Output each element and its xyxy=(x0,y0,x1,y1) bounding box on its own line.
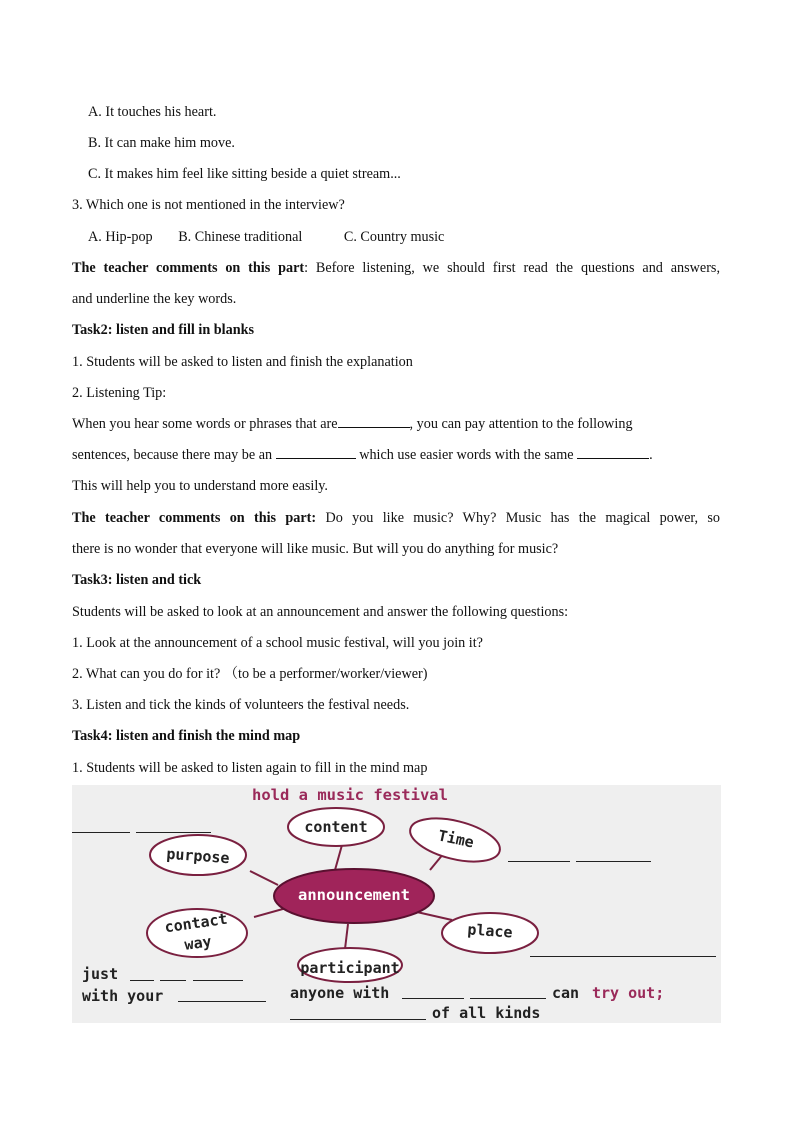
task3-item2: 2. What can you do for it? （to be a performer/worker/viewer) xyxy=(72,666,428,682)
comment1-line2: and underline the key words. xyxy=(72,291,237,307)
can-label: can xyxy=(552,984,580,1002)
participant-node: participant xyxy=(300,959,400,977)
content-node: content xyxy=(304,818,368,836)
place-blank[interactable] xyxy=(530,956,716,957)
tip-text: sentences, because there may be an xyxy=(72,447,273,463)
purpose-node: purpose xyxy=(165,844,231,868)
announcement-center-node: announcement xyxy=(298,886,410,904)
contact-blank-3[interactable] xyxy=(193,980,243,981)
fill-blank[interactable] xyxy=(577,446,649,459)
task2-tip-line3: This will help you to understand more easily. xyxy=(72,478,328,494)
time-blank-2[interactable] xyxy=(576,861,651,862)
comment1-label: The teacher comments on this part xyxy=(72,260,305,276)
tip-text: When you hear some words or phrases that are xyxy=(72,416,338,432)
time-blank-1[interactable] xyxy=(508,861,570,862)
task3-intro: Students will be asked to look at an announcement and answer the following questions: xyxy=(72,604,569,620)
task4-heading: Task4: listen and finish the mind map xyxy=(72,728,301,744)
task2-tip-line1 xyxy=(72,415,633,433)
fill-blank[interactable] xyxy=(276,446,356,459)
contact-blank-2[interactable] xyxy=(160,980,186,981)
q3-option-a: A. Hip-pop xyxy=(88,229,153,245)
comment1-text1: : Before listening, we should first read the questions and answers, xyxy=(304,260,720,276)
anyone-with-label: anyone with xyxy=(290,984,390,1002)
tip-text: , you can pay attention to the following xyxy=(409,416,633,432)
comment2-label: The teacher comments on this part: xyxy=(72,510,317,526)
time-node: Time xyxy=(436,826,476,852)
contact-node-line1: contact xyxy=(163,909,229,937)
task4-item1: 1. Students will be asked to listen again to fill in the mind map xyxy=(72,760,428,776)
q2-option-a: A. It touches his heart. xyxy=(88,104,217,120)
contact-blank-1[interactable] xyxy=(130,980,154,981)
just-label: just xyxy=(82,965,119,983)
task2-heading: Task2: listen and fill in blanks xyxy=(72,322,255,338)
try-out-label: try out; xyxy=(592,984,665,1002)
q2-option-c: C. It makes him feel like sitting beside a quiet stream... xyxy=(88,166,401,182)
comment2-text1: Do you like music? Why? Music has the magical power, so xyxy=(316,510,720,526)
task3-item1: 1. Look at the announcement of a school music festival, will you join it? xyxy=(72,635,483,651)
participant-blank-2[interactable] xyxy=(470,998,546,999)
task3-item3: 3. Listen and tick the kinds of volunteers the festival needs. xyxy=(72,697,410,713)
participant-blank-1[interactable] xyxy=(402,998,464,999)
contact-node-line2: way xyxy=(183,932,213,954)
with-your-label: with your xyxy=(82,987,164,1005)
fill-blank[interactable] xyxy=(338,415,410,428)
tip-text: . xyxy=(649,447,653,463)
q2-option-b: B. It can make him move. xyxy=(88,135,235,151)
q3-option-c: C. Country music xyxy=(343,229,445,245)
q3-options xyxy=(88,228,444,246)
task2-item2: 2. Listening Tip: xyxy=(72,385,167,401)
comment2-line1 xyxy=(72,509,720,527)
purpose-blank-2[interactable] xyxy=(136,832,211,833)
tip-text: which use easier words with the same xyxy=(359,447,574,463)
q3-option-b: B. Chinese traditional xyxy=(178,229,303,245)
q3-question: 3. Which one is not mentioned in the interview? xyxy=(72,197,345,213)
participant-blank-3[interactable] xyxy=(290,1019,426,1020)
comment1-line1 xyxy=(72,259,720,277)
place-node: place xyxy=(466,920,514,942)
purpose-blank-1[interactable] xyxy=(72,832,130,833)
contact-blank-4[interactable] xyxy=(178,1001,266,1002)
mind-map xyxy=(72,785,721,1023)
of-all-kinds-label: of all kinds xyxy=(432,1004,541,1022)
task3-heading: Task3: listen and tick xyxy=(72,572,202,588)
mind-map-title: hold a music festival xyxy=(252,786,448,804)
task2-tip-line2 xyxy=(72,446,653,464)
comment2-line2: there is no wonder that everyone will like music. But will you do anything for music? xyxy=(72,541,559,557)
task2-item1: 1. Students will be asked to listen and finish the explanation xyxy=(72,354,413,370)
